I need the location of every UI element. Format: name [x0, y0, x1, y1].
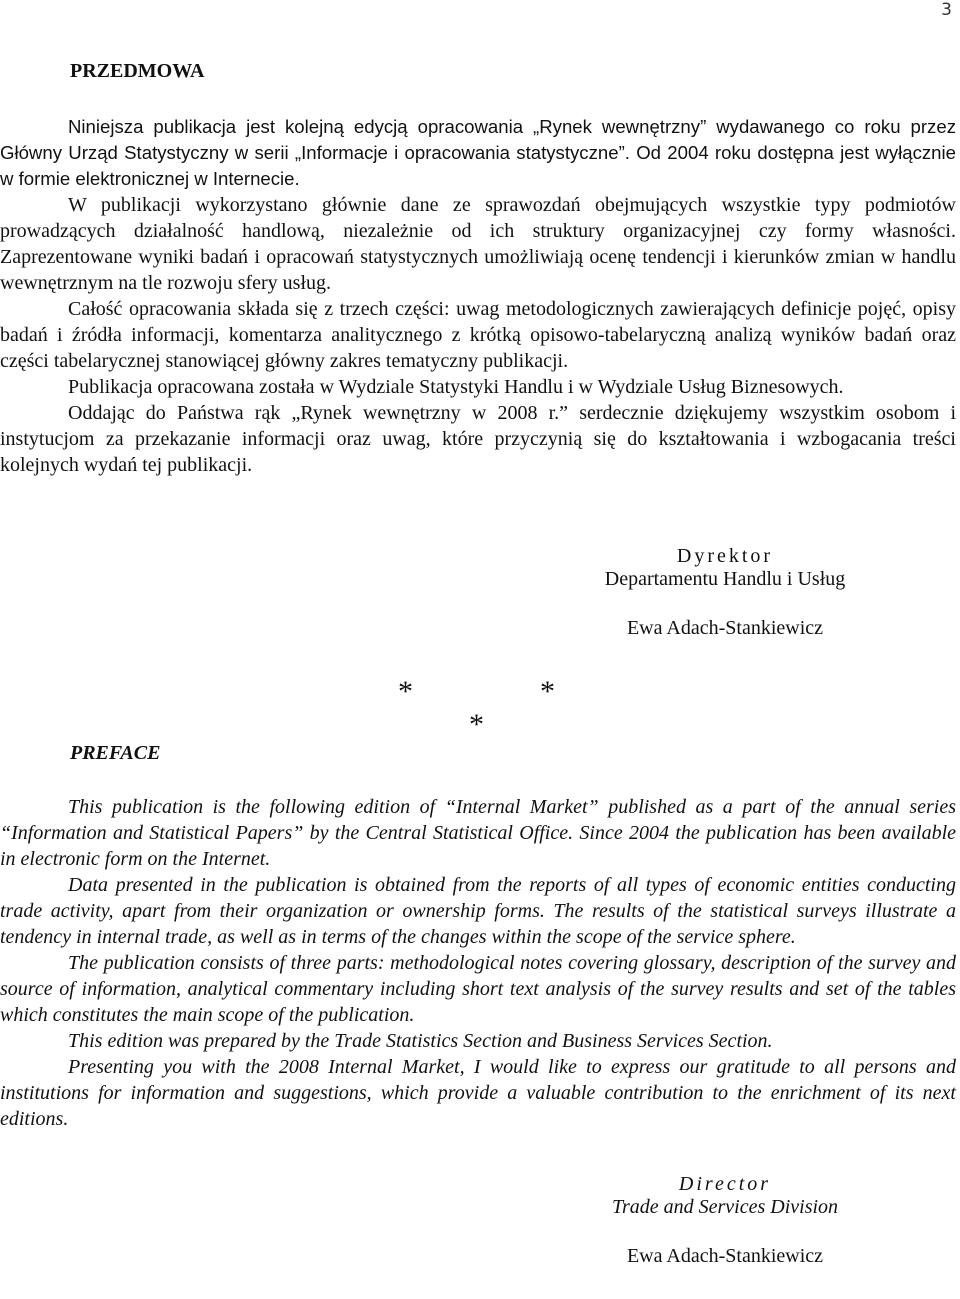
english-paragraph: Data presented in the publication is obtained from the reports of all types of economic entities conducting trade activity, apart from their organization or ownership forms. The results of the statistical surveys illustrate a tendency in internal trade, as well as in terms of the changes within the scope of the service sphere.	[0, 874, 956, 948]
signature-title: Director	[678, 1173, 772, 1195]
english-paragraph: This edition was prepared by the Trade Statistics Section and Business Services Section.	[68, 1030, 773, 1052]
english-paragraph: This publication is the following edition of “Internal Market” published as a part of the annual series “Information and Statistical Papers” by the Central Statistical Office. Since 2004 the publication has been available in electronic form on the Internet.	[0, 796, 956, 870]
separator-star: *	[540, 675, 555, 708]
page-number: 3	[941, 0, 952, 20]
polish-paragraph: Niniejsza publikacja jest kolejną edycją opracowania „Rynek wewnętrzny” wydawanego co roku przez Główny Urząd Statystyczny w serii „Informacje i opracowania statystyczne”. Od 2004 roku dostępna jest wyłącznie w formie elektronicznej w Internecie.	[0, 116, 956, 189]
polish-body	[0, 114, 956, 478]
polish-paragraph: Oddając do Państwa rąk „Rynek wewnętrzny w 2008 r.” serdecznie dziękujemy wszystkim osobom i instytucjom za przekazanie informacji oraz uwag, które przyczynią się do kształtowania i wzbogacania treści kolejnych wydań tej publikacji.	[0, 402, 956, 476]
polish-heading: PRZEDMOWA	[70, 60, 205, 82]
polish-signature	[590, 545, 860, 640]
polish-paragraph: W publikacji wykorzystano głównie dane ze sprawozdań obejmujących wszystkie typy podmiotów prowadzących działalność handlową, niezależnie od ich struktury organizacyjnej czy formy własności. Zaprezentowane wyniki badań i opracowań statystycznych umożliwiają ocenę tendencji i kierunków zmian w handlu wewnętrznym na tle rozwoju sfery usług.	[0, 194, 956, 294]
english-body	[0, 794, 956, 1132]
english-paragraph: Presenting you with the 2008 Internal Market, I would like to express our gratitude to all persons and institutions for information and suggestions, which provide a valuable contribution to the enrichment of its next editions.	[0, 1056, 956, 1130]
english-paragraph: The publication consists of three parts: methodological notes covering glossary, description of the survey and source of information, analytical commentary including short text analysis of the survey results and set of the tables which constitutes the main scope of the publication.	[0, 952, 956, 1026]
polish-paragraph: Publikacja opracowana została w Wydziale Statystyki Handlu i w Wydziale Usług Biznesowych.	[68, 376, 844, 398]
signature-name: Ewa Adach-Stankiewicz	[626, 1245, 824, 1267]
separator-star: *	[398, 675, 413, 708]
signature-department: Trade and Services Division	[611, 1196, 839, 1218]
signature-name: Ewa Adach-Stankiewicz	[626, 617, 824, 639]
signature-department: Departamentu Handlu i Usług	[604, 568, 846, 590]
english-heading: PREFACE	[70, 742, 161, 764]
separator-star: *	[469, 708, 484, 741]
english-signature	[590, 1173, 860, 1268]
signature-title: Dyrektor	[676, 545, 774, 567]
polish-paragraph: Całość opracowania składa się z trzech części: uwag metodologicznych zawierających definicje pojęć, opisy badań i źródła informacji, komentarza analitycznego z krótką opisowo-tabelaryczną analizą wyników badań oraz części tabelarycznej stanowiącej główny zakres tematyczny publikacji.	[0, 298, 956, 372]
